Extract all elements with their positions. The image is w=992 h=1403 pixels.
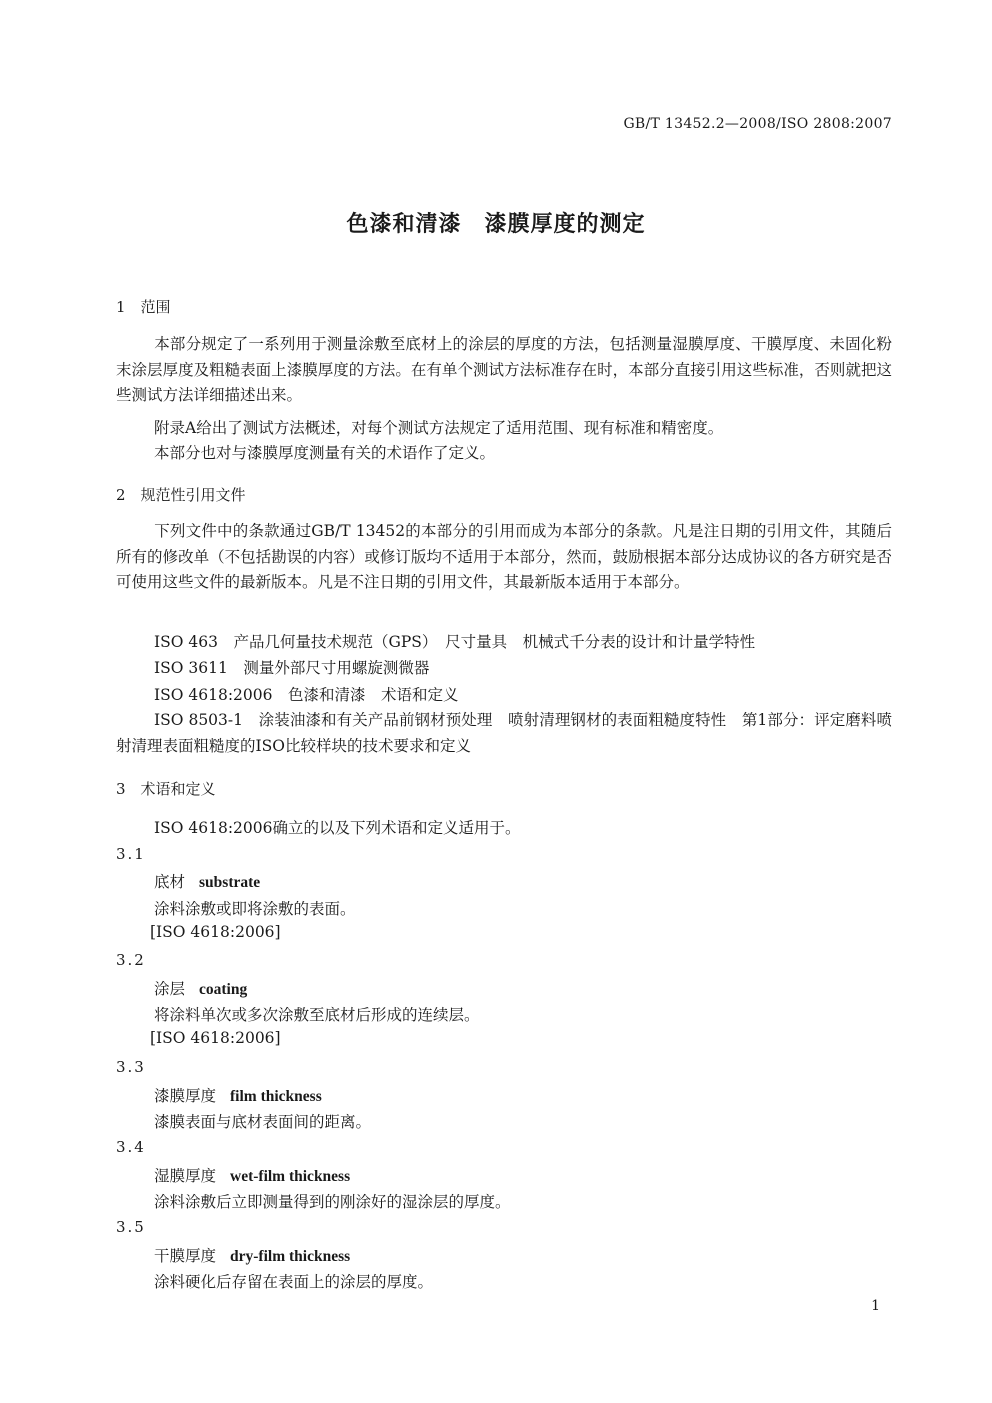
- normative-reference: ISO 8503-1 涂装油漆和有关产品前钢材预处理 喷射清理钢材的表面粗糙度特性 第1部分：评定磨料喷射清理表面粗糙度的ISO比较样块的技术要求和定义: [116, 711, 892, 755]
- term-source: [ISO 4618:2006]: [150, 1029, 281, 1047]
- document-title: 色漆和清漆 漆膜厚度的测定: [346, 211, 646, 237]
- term-number: 3.3: [116, 1058, 146, 1076]
- term-heading: 干膜厚度 dry-film thickness: [154, 1247, 351, 1265]
- section-3-heading: 3 术语和定义: [116, 780, 216, 798]
- term-definition: 将涂料单次或多次涂敷至底材后形成的连续层。: [154, 1006, 480, 1024]
- normative-reference: ISO 4618:2006 色漆和清漆 术语和定义: [154, 686, 459, 704]
- term-heading: 涂层 coating: [154, 980, 248, 998]
- section-2-paragraph: 下列文件中的条款通过GB/T 13452的本部分的引用而成为本部分的条款。凡是注日期的引用文件，其随后所有的修改单（不包括勘误的内容）或修订版均不适用于本部分，然而，鼓励根据本部分达成协议的各方研究是否可使用这些文件的最新版本。凡是不注日期的引用文件，其最新版本适用于本部分。: [116, 522, 892, 591]
- term-heading: 漆膜厚度 film thickness: [154, 1087, 322, 1105]
- term-heading: 湿膜厚度 wet-film thickness: [154, 1167, 351, 1185]
- term-definition: 涂料涂敷或即将涂敷的表面。: [154, 900, 356, 918]
- section-1-heading: 1 范围: [116, 298, 171, 316]
- term-source: [ISO 4618:2006]: [150, 923, 281, 941]
- normative-reference: ISO 3611 测量外部尺寸用螺旋测微器: [154, 659, 430, 677]
- section-3-intro: ISO 4618:2006确立的以及下列术语和定义适用于。: [154, 819, 521, 837]
- term-number: 3.4: [116, 1138, 146, 1156]
- term-definition: 涂料涂敷后立即测量得到的刚涂好的湿涂层的厚度。: [154, 1193, 511, 1211]
- term-definition: 涂料硬化后存留在表面上的涂层的厚度。: [154, 1273, 434, 1291]
- page-number: 1: [871, 1298, 880, 1314]
- section-2-heading: 2 规范性引用文件: [116, 486, 246, 504]
- term-number: 3.2: [116, 951, 146, 969]
- normative-reference: ISO 463 产品几何量技术规范（GPS） 尺寸量具 机械式千分表的设计和计量学特性: [154, 633, 756, 651]
- standard-number: GB/T 13452.2—2008/ISO 2808:2007: [623, 116, 892, 132]
- section-1-paragraph-2: 附录A给出了测试方法概述，对每个测试方法规定了适用范围、现有标准和精密度。: [154, 419, 724, 437]
- section-1-paragraph-3: 本部分也对与漆膜厚度测量有关的术语作了定义。: [154, 444, 496, 462]
- section-1-paragraph-1: 本部分规定了一系列用于测量涂敷至底材上的涂层的厚度的方法，包括测量湿膜厚度、干膜厚度、未固化粉末涂层厚度及粗糙表面上漆膜厚度的方法。在有单个测试方法标准存在时，本部分直接引用这些标准，否则就把这些测试方法详细描述出来。: [116, 335, 892, 404]
- term-number: 3.1: [116, 845, 146, 863]
- term-number: 3.5: [116, 1218, 146, 1236]
- term-definition: 漆膜表面与底材表面间的距离。: [154, 1113, 372, 1131]
- term-heading: 底材 substrate: [154, 873, 261, 891]
